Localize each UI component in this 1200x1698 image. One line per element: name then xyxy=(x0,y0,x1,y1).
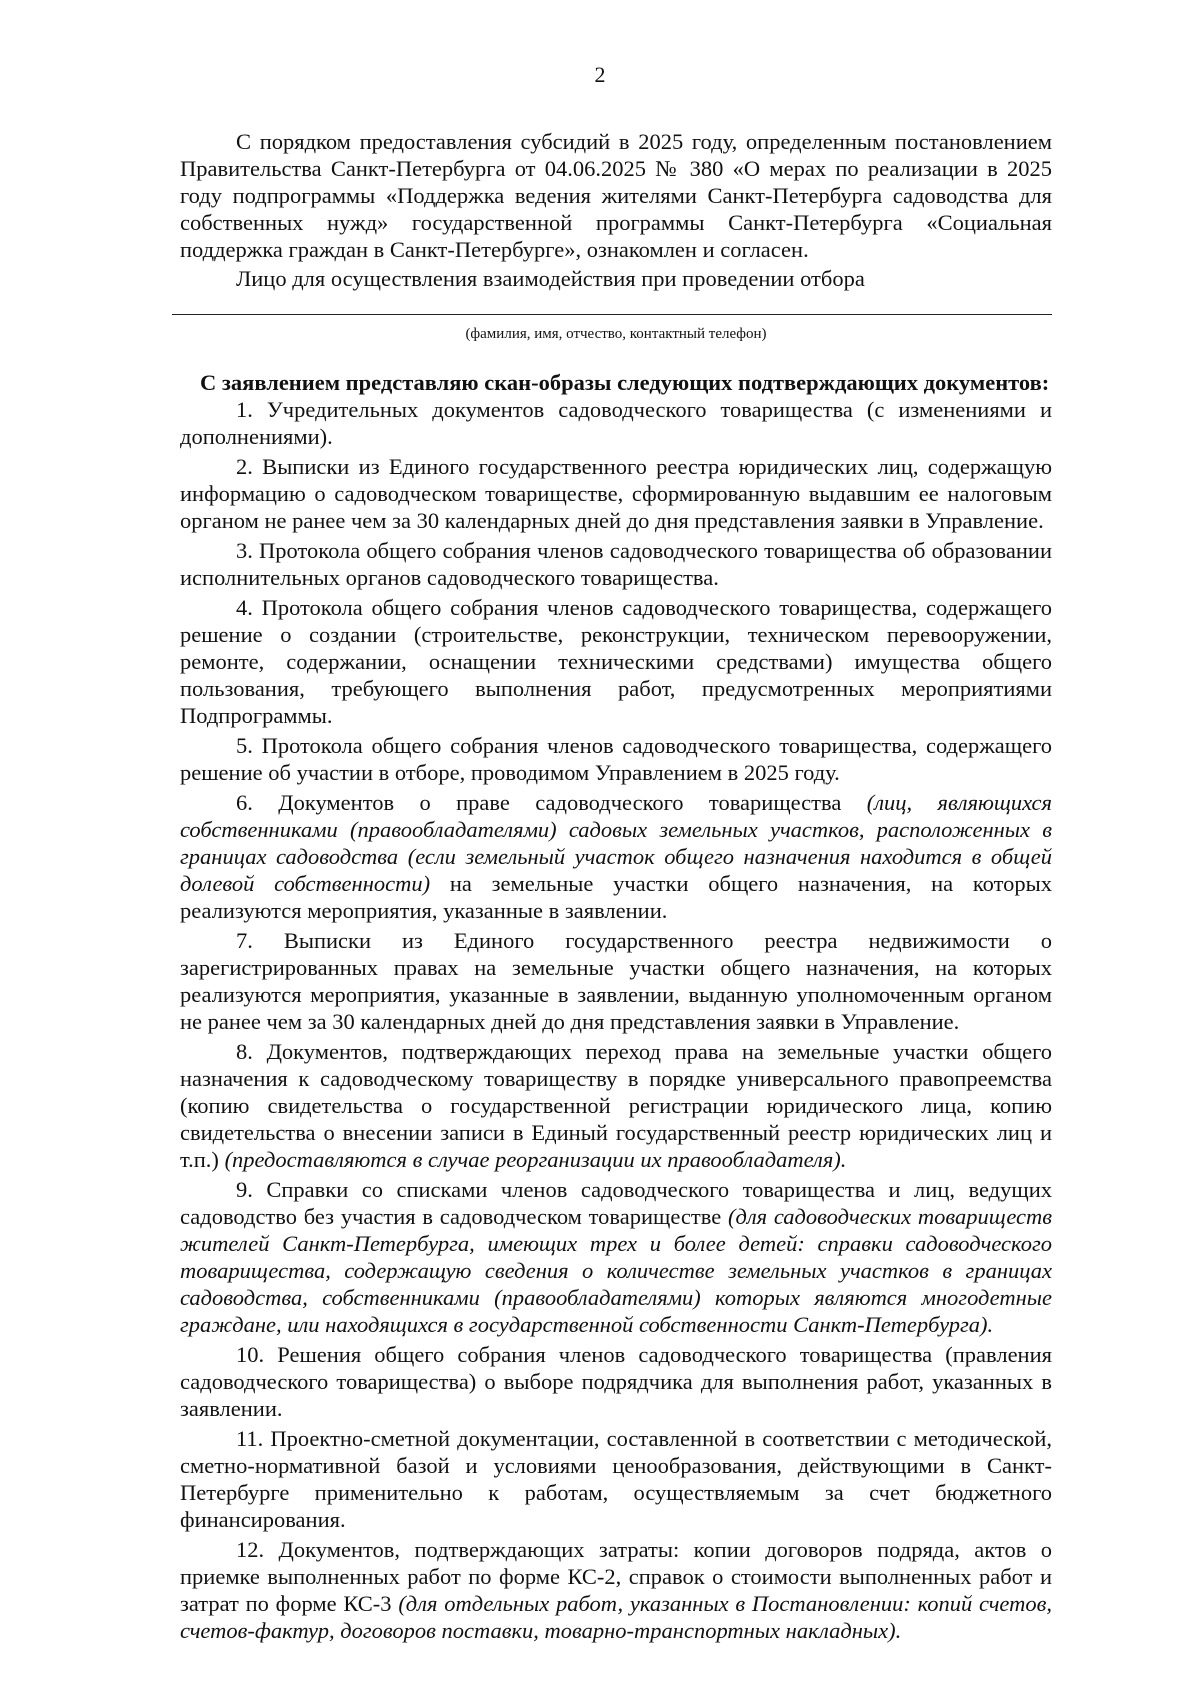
list-item-note: (предоставляются в случае реорганизации их правообладателя). xyxy=(224,1147,847,1172)
consent-paragraph: С порядком предоставления субсидий в 2025 году, определенным постановлением Правительства Санкт-Петербурга от 04.06.2025 № 380 «О мерах по реализации в 2025 году подпрограммы «Поддержка ведения жителями Санкт-Петербурга садоводства для собственных нужд» государственной программы Санкт-Петербурга «Социальная поддержка граждан в Санкт-Петербурге», ознакомлен и согласен. xyxy=(180,129,1052,262)
list-item: 3. Протокола общего собрания членов садоводческого товарищества об образовании исполнительных органов садоводческого товарищества. xyxy=(180,538,1052,590)
list-item-note: (лиц, являющихся собственниками (правообладателями) садовых земельных участков, расположенных в границах садоводства (если земельный участок общего назначения находится в общей долевой собственности) xyxy=(180,790,1052,896)
list-item: 12. Документов, подтверждающих затраты: копии договоров подряда, актов о приемке выполненных работ по форме КС-2, справок о стоимости выполненных работ и затрат по форме КС-3 (для отдельных работ, указанных в Постановлении: копий счетов, счетов-фактур, договоров поставки, товарно-транспортных накладных). xyxy=(180,1537,1053,1643)
list-item: 1. Учредительных документов садоводческого товарищества (с изменениями и дополнениями). xyxy=(180,397,1052,449)
contact-caption: (фамилия, имя, отчество, контактный телефон) xyxy=(465,326,767,342)
list-item: 10. Решения общего собрания членов садоводческого товарищества (правления садоводческого товарищества) о выборе подрядчика для выполнения работ, указанных в заявлении. xyxy=(180,1342,1052,1421)
list-item: 2. Выписки из Единого государственного реестра юридических лиц, содержащую информацию о садоводческом товариществе, сформированную выдавшим ее налоговым органом не ранее чем за 30 календарных дней до дня представления заявки в Управление. xyxy=(180,454,1052,533)
list-item-note: (для отдельных работ, указанных в Постановлении: копий счетов, счетов-фактур, договоров поставки, товарно-транспортных накладных). xyxy=(180,1591,1053,1643)
documents-list xyxy=(180,396,1052,1644)
list-item: 11. Проектно-сметной документации, составленной в соответствии с методической, сметно-нормативной базой и условиями ценообразования, действующими в Санкт-Петербурге применительно к работам, осуществляемым за счет бюджетного финансирования. xyxy=(180,1426,1052,1532)
list-item: 8. Документов, подтверждающих переход права на земельные участки общего назначения к садоводческому товариществу в порядке универсального правопреемства (копию свидетельства о государственной регистрации юридического лица, копию свидетельства о внесении записи в Единый государственный реестр юридических лиц и т.п.) (предоставляются в случае реорганизации их правообладателя). xyxy=(180,1039,1052,1172)
list-item: 7. Выписки из Единого государственного реестра недвижимости о зарегистрированных правах на земельные участки общего назначения, на которых реализуются мероприятия, указанные в заявлении, выданную уполномоченным органом не ранее чем за 30 календарных дней до дня представления заявки в Управление. xyxy=(180,928,1052,1034)
list-item: 4. Протокола общего собрания членов садоводческого товарищества, содержащего решение о создании (строительстве, реконструкции, техническом перевооружении, ремонте, содержании, оснащении техническими средствами) имущества общего пользования, требующего выполнения работ, предусмотренных мероприятиями Подпрограммы. xyxy=(180,595,1052,728)
list-item-note: (для садоводческих товариществ жителей Санкт-Петербурга, имеющих трех и более детей: справки садоводческого товарищества, содержащую сведения о количестве земельных участков в границах садоводства, собственниками (правообладателями) которых являются многодетные граждане, или находящихся в государственной собственности Санкт-Петербурга). xyxy=(180,1204,1053,1337)
list-item: 6. Документов о праве садоводческого товарищества (лиц, являющихся собственниками (правообладателями) садовых земельных участков, расположенных в границах садоводства (если земельный участок общего назначения находится в общей долевой собственности) на земельные участки общего назначения, на которых реализуются мероприятия, указанные в заявлении. xyxy=(180,790,1053,923)
list-item: 9. Справки со списками членов садоводческого товарищества и лиц, ведущих садоводство без участия в садоводческом товариществе (для садоводческих товариществ жителей Санкт-Петербурга, имеющих трех и более детей: справки садоводческого товарищества, содержащую сведения о количестве земельных участков в границах садоводства, собственниками (правообладателями) которых являются многодетные граждане, или находящихся в государственной собственности Санкт-Петербурга). xyxy=(180,1177,1053,1337)
document-body xyxy=(180,128,1052,1647)
page-number: 2 xyxy=(594,62,606,87)
documents-heading: С заявлением представляю скан-образы следующих подтверждающих документов: xyxy=(200,370,1050,395)
contact-label: Лицо для осуществления взаимодействия при проведении отбора xyxy=(236,266,865,291)
list-item: 5. Протокола общего собрания членов садоводческого товарищества, содержащего решение об участии в отборе, проводимом Управлением в 2025 году. xyxy=(180,733,1052,785)
contact-signature-line xyxy=(172,314,1052,315)
